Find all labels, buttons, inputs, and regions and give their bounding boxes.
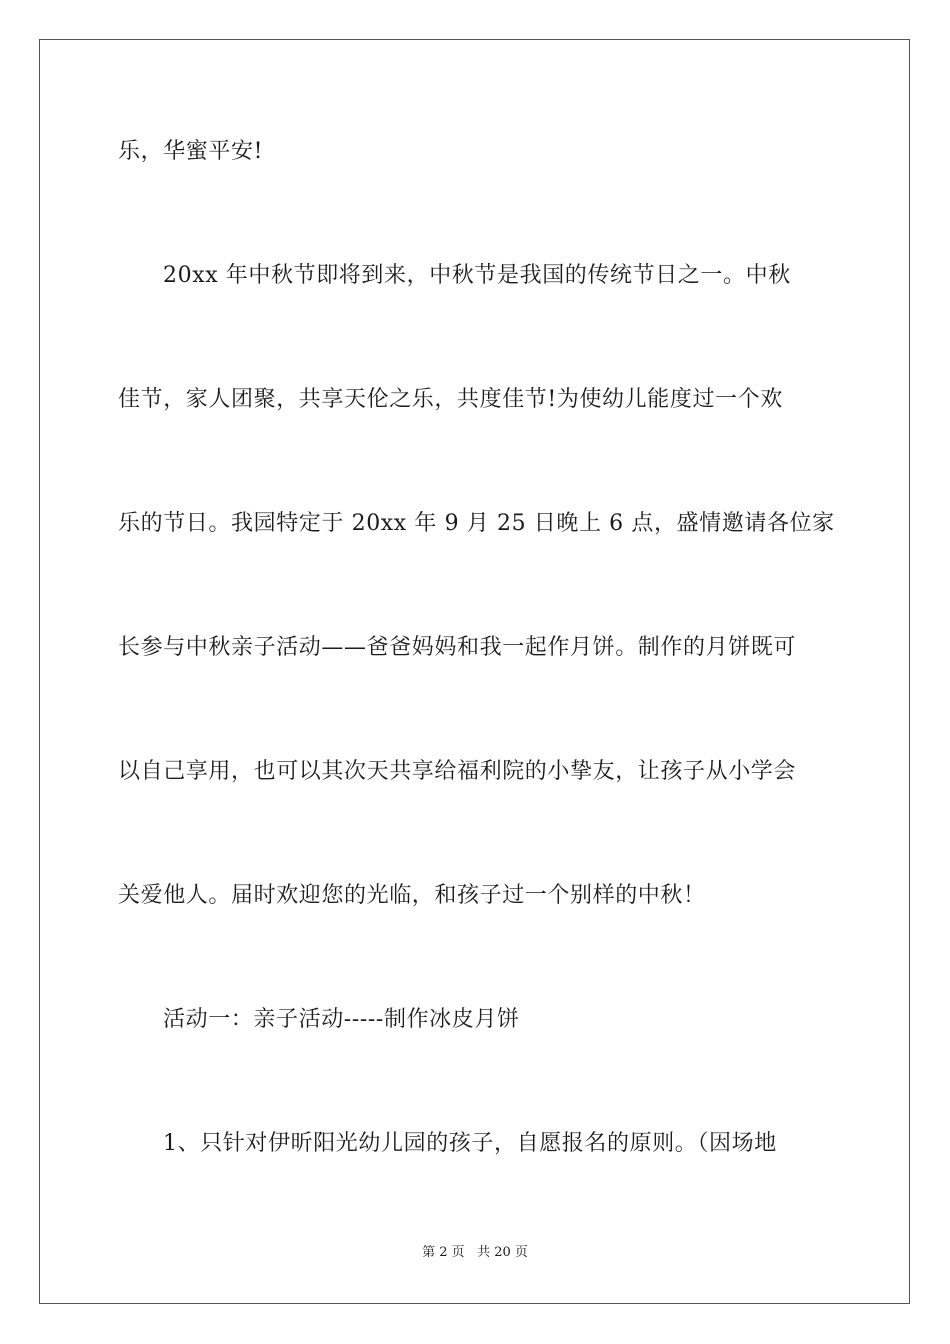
section-heading: 活动一：亲子活动-----制作冰皮月饼 [163, 1007, 520, 1032]
text-line-6: 以自己享用，也可以其次天共享给福利院的小挚友，让孩子从小学会 [118, 759, 797, 784]
text-line-4: 乐的节日。我园特定于 20xx 年 9 月 25 日晚上 6 点，盛情邀请各位家 [118, 511, 835, 536]
page-footer [0, 1244, 950, 1262]
page-number: 第 2 页 [422, 1245, 465, 1260]
page-total: 共 20 页 [477, 1245, 528, 1260]
page-border [39, 39, 910, 1304]
text-line-9: 1、只针对伊昕阳光幼儿园的孩子，自愿报名的原则。（因场地 [163, 1131, 777, 1156]
text-line-5: 长参与中秋亲子活动——爸爸妈妈和我一起作月饼。制作的月饼既可 [118, 635, 797, 660]
text-line-7: 关爱他人。届时欢迎您的光临，和孩子过一个别样的中秋！ [118, 883, 706, 908]
text-line-2: 20xx 年中秋节即将到来，中秋节是我国的传统节日之一。中秋 [163, 263, 791, 288]
text-line-3: 佳节，家人团聚，共享天伦之乐，共度佳节!为使幼儿能度过一个欢 [118, 387, 783, 412]
text-line-1: 乐，华蜜平安! [118, 139, 264, 164]
